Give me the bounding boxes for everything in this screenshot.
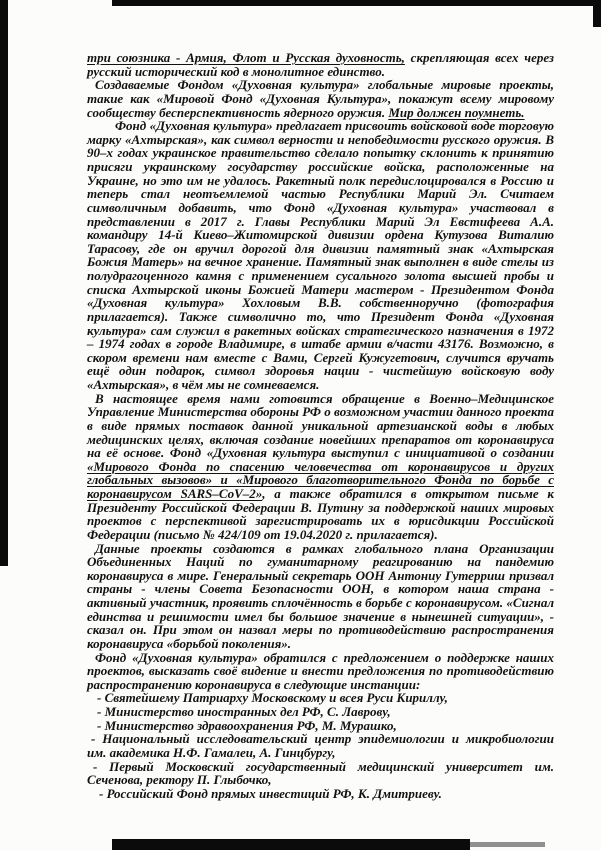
body-text: - Российский Фонд прямых инвестиций РФ, К. Дмитриеву.	[99, 785, 442, 801]
underlined-text: «Мирового Фонда по спасению человечества от коронавирусов и других глобальных вызовов» и «Мирового благотворительного Фонда по борьбе с коронавирусом SARS–CoV–2»	[87, 458, 554, 501]
paragraph	[87, 542, 554, 651]
paragraph	[87, 787, 554, 801]
scan-edge-left-bar	[0, 0, 8, 566]
body-text: Фонд «Духовная культура» обратился с предложением о поддержке наших проектов, высказать своё видение и внести предложения по противодействию распространению коронавируса в следующие инстанции:	[87, 649, 554, 692]
body-text: Создаваемые Фондом «Духовная культура» глобальные мировые проекты, такие как «Мировой Фонд «Духовная Культура», покажут всему мировому сообществу бесперспективность ядерного оружия.	[87, 77, 554, 120]
paragraph	[87, 760, 554, 787]
scan-edge-corner-bar	[593, 0, 601, 27]
paragraph	[87, 119, 554, 392]
body-text: , а также обратился в открытом письме к Президенту Российской Федерации В. Путину за поддержкой наших мировых проектов с перспективой зарегистрировать их в юрисдикции Российской Федерации (письмо № 424/109 от 19.04.2020 г. прилагается).	[87, 486, 554, 542]
paragraph	[87, 691, 554, 705]
body-text: скрепляющая всех через русский исторический код в монолитное единство.	[87, 50, 555, 79]
scan-edge-bottom-bar	[112, 839, 470, 850]
scan-edge-top-bar	[112, 0, 601, 6]
document-text	[87, 51, 554, 800]
body-text: - Министерство иностранных дел РФ, С. Лаврову,	[97, 704, 391, 719]
paragraph	[87, 651, 554, 692]
paragraph	[87, 392, 554, 542]
body-text: В настоящее время нами готовится обращение в Военно–Медицинское Управление Министерства обороны РФ о возможном участии данного проекта в виде прямых поставок данной уникальной артезианской воды в любых медицинских целях, включая создание новейших препаратов от коронавируса на её основе. Фонд «Духовная культура выступил с инициативой о создании	[87, 390, 554, 461]
scan-edge-bottom-bar-faded	[470, 842, 545, 847]
paragraph	[87, 719, 554, 733]
body-text: - Первый Московский государственный медицинский университет им. Сеченова, ректору П. Глыбочко,	[87, 758, 554, 788]
paragraph	[87, 51, 554, 78]
underlined-text: Мир должен поумнеть.	[388, 104, 525, 120]
paragraph	[87, 705, 554, 719]
body-text: Фонд «Духовная культура» предлагает присвоить войсковой воде торговую марку «Ахтырская», как символ верности и непобедимости русского оружия. В 90–х годах украинское правительство сделало попытку склонить к принятию присяги украинскому государству российские войска, расположенные на Украине, но это им не удалось. Ракетный полк передислоцировался в Россию и теперь стал неотъемлемой частью Республики Марий Эл. Считаем символичным добавить, что Фонд «Духовная культура» участвовал в представлении в 2017 г. Главы Республики Марий Эл Евстифеева А.А. командиру 14-й Киево–Житомирской дивизии ордена Кутузова Виталию Тарасову, где он вручил дорогой для дивизии памятный знак «Ахтырская Божия Матерь» на вечное хранение. Памятный знак выполнен в виде стелы из полудрагоценного камня с применением сусального золота высшей пробы и списка Ахтырской иконы Божией Матери мастером - Президентом Фонда «Духовная культура» Хохловым В.В. собственноручно (фотография прилагается). Также символично то, что Президент Фонда «Духовная культура» сам служил в ракетных войсках стратегического назначения в 1972 – 1974 годах в городе Владимире, в штабе армии в/части 43176. Возможно, в скором времени нам вместе с Вами, Сергей Кужугетович, случится вручать ещё один подарок, символ здоровья нации - чистейшую войсковую воду «Ахтырская», в чём мы не сомневаемся.	[87, 118, 554, 392]
paragraph	[87, 732, 554, 759]
body-text: - Национальный исследовательский центр эпидемиологии и микробиологии им. академика Н.Ф. Гамалеи, А. Гинцбургу,	[87, 731, 554, 760]
underlined-text: три союзника - Армия, Флот и Русская духовность,	[87, 50, 405, 65]
body-text: - Министерство здравоохранения РФ, М. Мурашко,	[97, 717, 397, 733]
body-text: - Святейшему Патриарху Московскому и всея Руси Кириллу,	[97, 690, 448, 706]
paragraph	[87, 78, 554, 119]
body-text: Данные проекты создаются в рамках глобального плана Организации Объединенных Наций по гуманитарному реагированию на пандемию коронавируса в мире. Генеральный секретарь ООН Антониу Гутерриш призвал страны - члены Совета Безопасности ООН, в котором наша страна - активный участник, проявить сплочённость в борьбе с коронавирусом. «Сигнал единства и решимости имел бы большое значение в нынешней ситуации», - сказал он. При этом он назвал меры по противодействию распространения коронавируса «борьбой поколения».	[87, 540, 554, 651]
